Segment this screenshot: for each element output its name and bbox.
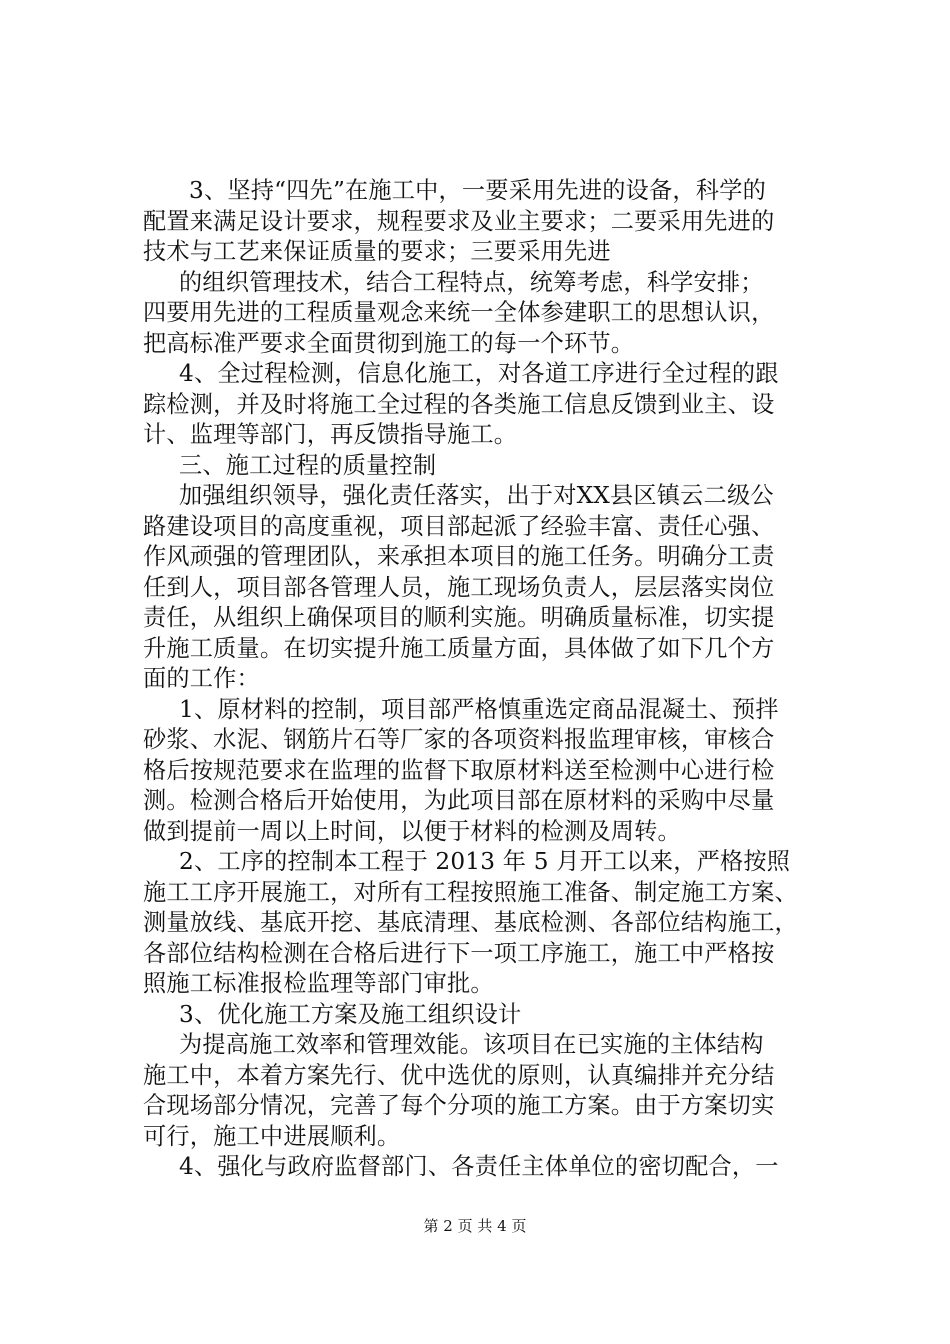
text-line: 把高标准严要求全面贯彻到施工的每一个环节。 (143, 329, 635, 357)
text-line: 1、原材料的控制，项目部严格慎重选定商品混凝土、预拌 (179, 695, 779, 723)
text-line: 的组织管理技术，结合工程特点，统筹考虑，科学安排； (179, 268, 764, 296)
text-line: 配置来满足设计要求，规程要求及业主要求；二要采用先进的 (143, 207, 775, 235)
text-line: 作风顽强的管理团队，来承担本项目的施工任务。明确分工责 (143, 543, 775, 570)
text-line: 施工中，本着方案先行、优中选优的原则，认真编排并充分结 (143, 1061, 775, 1089)
text-line: 为提高施工效率和管理效能。该项目在已实施的主体结构 (179, 1031, 764, 1058)
text-line: 三、施工过程的质量控制 (179, 451, 437, 479)
text-line: 面的工作： (143, 665, 260, 692)
text-line: 2、工序的控制本工程于 2013 年 5 月开工以来，严格按照 (179, 848, 791, 875)
text-line: 格后按规范要求在监理的监督下取原材料送至检测中心进行检 (143, 756, 775, 784)
page-footer: 第 2 页 共 4 页 (423, 1217, 527, 1235)
text-line: 砂浆、水泥、钢筋片石等厂家的各项资料报监理审核，审核合 (143, 726, 775, 753)
text-line: 施工工序开展施工，对所有工程按照施工准备、制定施工方案、 (143, 878, 798, 906)
text-line: 3、优化施工方案及施工组织设计 (179, 1000, 522, 1028)
text-line: 测。检测合格后开始使用，为此项目部在原材料的采购中尽量 (143, 787, 775, 814)
text-line: 4、强化与政府监督部门、各责任主体单位的密切配合，一 (179, 1153, 779, 1180)
text-line: 计、监理等部门，再反馈指导施工。 (143, 421, 518, 448)
text-line: 技术与工艺来保证质量的要求；三要采用先进 (143, 238, 611, 265)
text-line: 踪检测，并及时将施工全过程的各类施工信息反馈到业主、设 (143, 390, 775, 418)
text-line: 4、全过程检测，信息化施工，对各道工序进行全过程的跟 (179, 360, 779, 387)
text-line: 路建设项目的高度重视，项目部起派了经验丰富、责任心强、 (143, 512, 775, 540)
text-line: 合现场部分情况，完善了每个分项的施工方案。由于方案切实 (143, 1092, 775, 1119)
text-line: 责任，从组织上确保项目的顺利实施。明确质量标准，切实提 (143, 604, 775, 631)
text-line: 做到提前一周以上时间，以便于材料的检测及周转。 (143, 817, 681, 845)
text-line: 测量放线、基底开挖、基底清理、基底检测、各部位结构施工， (143, 909, 798, 936)
text-line: 任到人，项目部各管理人员，施工现场负责人，层层落实岗位 (143, 573, 775, 601)
text-line: 四要用先进的工程质量观念来统一全体参建职工的思想认识， (143, 299, 775, 326)
document-body (143, 176, 830, 1183)
text-line: 3、坚持“四先”在施工中，一要采用先进的设备，科学的 (189, 177, 766, 204)
text-line: 加强组织领导，强化责任落实，出于对XX县区镇云二级公 (179, 482, 774, 509)
text-line: 各部位结构检测在合格后进行下一项工序施工，施工中严格按 (143, 939, 775, 967)
text-line: 升施工质量。在切实提升施工质量方面，具体做了如下几个方 (143, 634, 775, 662)
text-line: 可行，施工中进展顺利。 (143, 1122, 401, 1150)
text-line: 照施工标准报检监理等部门审批。 (143, 970, 494, 997)
